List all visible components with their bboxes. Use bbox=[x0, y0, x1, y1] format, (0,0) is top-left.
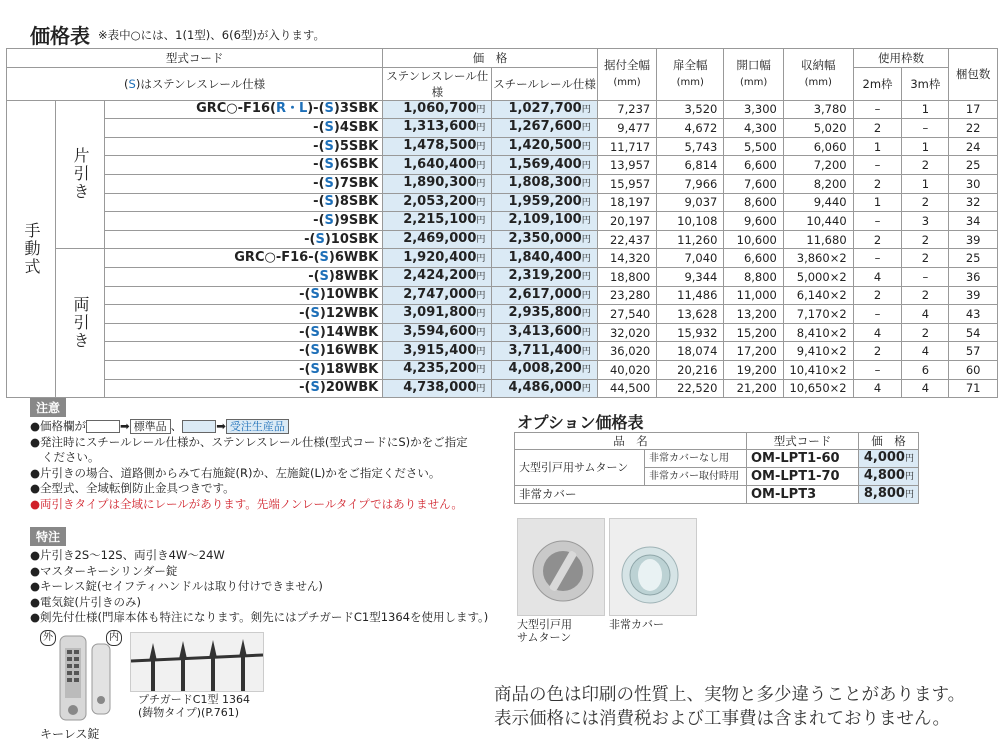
table-row bbox=[7, 379, 998, 398]
inside-marker: 内 bbox=[106, 630, 122, 646]
group-single: 片引き bbox=[56, 100, 105, 249]
width-cell: 6,814 bbox=[657, 156, 724, 175]
width-cell: 18,800 bbox=[597, 267, 656, 286]
table-row bbox=[7, 342, 998, 361]
price-stainless: 4,235,200円 bbox=[383, 360, 492, 379]
width-cell: 7,170×2 bbox=[783, 305, 853, 324]
table-row bbox=[7, 212, 998, 231]
width-cell: 8,600 bbox=[724, 193, 783, 212]
table-row bbox=[7, 305, 998, 324]
model-code: -(S)8WBK bbox=[105, 267, 383, 286]
price-steel: 1,808,300円 bbox=[492, 174, 597, 193]
frame-count: – bbox=[853, 212, 902, 231]
width-cell: 4,672 bbox=[657, 119, 724, 138]
width-cell: 17,200 bbox=[724, 342, 783, 361]
option-sub: 非常カバー取付時用 bbox=[645, 468, 747, 486]
frame-count: 3 bbox=[902, 212, 949, 231]
width-cell: 19,200 bbox=[724, 360, 783, 379]
model-code: -(S)5SBK bbox=[105, 137, 383, 156]
frame-count: 2 bbox=[853, 286, 902, 305]
package-count: 22 bbox=[949, 119, 998, 138]
frame-count: – bbox=[853, 360, 902, 379]
model-code: -(S)16WBK bbox=[105, 342, 383, 361]
width-cell: 5,500 bbox=[724, 137, 783, 156]
model-code: -(S)18WBK bbox=[105, 360, 383, 379]
width-cell: 21,200 bbox=[724, 379, 783, 398]
frame-2m-header: 2m枠 bbox=[853, 67, 902, 100]
width-cell: 3,520 bbox=[657, 100, 724, 119]
width-cell: 9,410×2 bbox=[783, 342, 853, 361]
width-cell: 14,320 bbox=[597, 249, 656, 268]
note-rail-spec: ●発注時にスチールレール仕様か、ステンレスレール仕様(型式コードにS)かをご指定 bbox=[30, 434, 468, 449]
spear-guard-image bbox=[130, 632, 264, 692]
width-cell: 15,932 bbox=[657, 323, 724, 342]
model-code: -(S)8SBK bbox=[105, 193, 383, 212]
thumbturn-caption-1: 大型引戸用 bbox=[517, 618, 572, 631]
note-rail-spec-cont: ください。 bbox=[42, 450, 100, 464]
table-row bbox=[7, 230, 998, 249]
option-price: 4,000円 bbox=[859, 450, 919, 468]
width-cell: 8,200 bbox=[783, 174, 853, 193]
width-cell: 15,957 bbox=[597, 174, 656, 193]
option-row bbox=[515, 486, 919, 504]
width-cell: 8,410×2 bbox=[783, 323, 853, 342]
keyless-caption: キーレス錠 bbox=[40, 727, 100, 741]
frame-count: 4 bbox=[902, 342, 949, 361]
table-row bbox=[7, 156, 998, 175]
width-cell: 7,966 bbox=[657, 174, 724, 193]
width-cell: 44,500 bbox=[597, 379, 656, 398]
frame-count: 2 bbox=[902, 230, 949, 249]
width-cell: 9,477 bbox=[597, 119, 656, 138]
price-stainless: 1,890,300円 bbox=[383, 174, 492, 193]
options-title: オプション価格表 bbox=[517, 413, 644, 432]
guard-caption-2: (鋳物タイプ)(P.761) bbox=[138, 706, 240, 719]
price-steel: 2,319,200円 bbox=[492, 267, 597, 286]
price-stainless: 2,053,200円 bbox=[383, 193, 492, 212]
width-cell: 4,300 bbox=[724, 119, 783, 138]
option-code: OM-LPT1-60 bbox=[747, 450, 859, 468]
frame-count: – bbox=[853, 100, 902, 119]
emergency-cover-image bbox=[609, 518, 697, 616]
width-cell: 11,680 bbox=[783, 230, 853, 249]
group-double: 両引き bbox=[56, 249, 105, 398]
disclaimer bbox=[494, 683, 965, 731]
width-cell: 11,260 bbox=[657, 230, 724, 249]
frame-count: 2 bbox=[902, 156, 949, 175]
frame-count: 2 bbox=[902, 193, 949, 212]
price-steel: 2,935,800円 bbox=[492, 305, 597, 324]
note-lock-side: ●片引きの場合、道路側からみて右施錠(R)か、左施錠(L)かをご指定ください。 bbox=[30, 465, 441, 480]
width-cell: 36,020 bbox=[597, 342, 656, 361]
code-header-2: (S)はステンレスレール仕様 bbox=[7, 67, 383, 100]
price-header: 価 格 bbox=[383, 49, 598, 68]
price-steel: 3,711,400円 bbox=[492, 342, 597, 361]
width-cell: 6,600 bbox=[724, 249, 783, 268]
package-count: 17 bbox=[949, 100, 998, 119]
width-cell: 40,020 bbox=[597, 360, 656, 379]
width-cell: 8,800 bbox=[724, 267, 783, 286]
width-cell: 27,540 bbox=[597, 305, 656, 324]
model-code: -(S)20WBK bbox=[105, 379, 383, 398]
price-steel: 1,959,200円 bbox=[492, 193, 597, 212]
width-cell: 10,108 bbox=[657, 212, 724, 231]
opt-name-header: 品 名 bbox=[515, 433, 747, 450]
note-price-legend: ●価格欄が ➡ 標準品 、 ➡ 受注生産品 bbox=[30, 419, 468, 435]
table-row bbox=[7, 174, 998, 193]
price-stainless: 4,738,000円 bbox=[383, 379, 492, 398]
special-block bbox=[30, 548, 488, 626]
frame-count: 2 bbox=[853, 230, 902, 249]
width-cell: 7,200 bbox=[783, 156, 853, 175]
width-cell: 11,717 bbox=[597, 137, 656, 156]
frame-count: 1 bbox=[902, 100, 949, 119]
frame-count: 2 bbox=[902, 286, 949, 305]
width-cell: 7,600 bbox=[724, 174, 783, 193]
price-steel: 4,486,000円 bbox=[492, 379, 597, 398]
frame-count-header: 使用枠数 bbox=[853, 49, 949, 68]
opt-code-header: 型式コード bbox=[747, 433, 859, 450]
table-row bbox=[7, 323, 998, 342]
width-cell: 13,957 bbox=[597, 156, 656, 175]
special-item: ●剣先付仕様(門扉本体も特注になります。剣先にはプチガードC1型1364を使用します。) bbox=[30, 610, 489, 624]
package-count: 39 bbox=[949, 286, 998, 305]
width-cell: 6,140×2 bbox=[783, 286, 853, 305]
width-cell: 9,600 bbox=[724, 212, 783, 231]
width-cell: 5,743 bbox=[657, 137, 724, 156]
model-code: -(S)10SBK bbox=[105, 230, 383, 249]
package-count: 54 bbox=[949, 323, 998, 342]
table-row bbox=[7, 286, 998, 305]
width-cell: 11,000 bbox=[724, 286, 783, 305]
price-steel: 2,350,000円 bbox=[492, 230, 597, 249]
price-steel: 1,840,400円 bbox=[492, 249, 597, 268]
price-steel: 2,109,100円 bbox=[492, 212, 597, 231]
width-cell: 5,000×2 bbox=[783, 267, 853, 286]
price-stainless: 1,060,700円 bbox=[383, 100, 492, 119]
frame-count: 4 bbox=[902, 379, 949, 398]
width-cell: 3,300 bbox=[724, 100, 783, 119]
option-code: OM-LPT1-70 bbox=[747, 468, 859, 486]
frame-3m-header: 3m枠 bbox=[902, 67, 949, 100]
frame-count: 2 bbox=[902, 323, 949, 342]
package-count: 34 bbox=[949, 212, 998, 231]
option-price: 8,800円 bbox=[859, 486, 919, 504]
option-code: OM-LPT3 bbox=[747, 486, 859, 504]
model-code: GRC○-F16-(S)6WBK bbox=[105, 249, 383, 268]
frame-count: 4 bbox=[853, 323, 902, 342]
option-row bbox=[515, 450, 919, 468]
frame-count: 2 bbox=[853, 342, 902, 361]
install-width-header: 据付全幅 (mm) bbox=[597, 49, 656, 101]
opening-width-header: 開口幅 (mm) bbox=[724, 49, 783, 101]
model-code: -(S)4SBK bbox=[105, 119, 383, 138]
model-code: -(S)7SBK bbox=[105, 174, 383, 193]
width-cell: 7,237 bbox=[597, 100, 656, 119]
package-count: 32 bbox=[949, 193, 998, 212]
package-count: 24 bbox=[949, 137, 998, 156]
width-cell: 22,520 bbox=[657, 379, 724, 398]
code-header-1: 型式コード bbox=[7, 49, 383, 68]
door-width-header: 扉全幅 (mm) bbox=[657, 49, 724, 101]
width-cell: 5,020 bbox=[783, 119, 853, 138]
opt-price-header: 価 格 bbox=[859, 433, 919, 450]
special-label: 特注 bbox=[30, 527, 66, 546]
frame-count: 4 bbox=[853, 267, 902, 286]
width-cell: 7,040 bbox=[657, 249, 724, 268]
option-name: 大型引戸用サムターン bbox=[515, 450, 645, 486]
model-code: -(S)9SBK bbox=[105, 212, 383, 231]
frame-count: 1 bbox=[853, 193, 902, 212]
package-count: 39 bbox=[949, 230, 998, 249]
width-cell: 6,060 bbox=[783, 137, 853, 156]
frame-count: 1 bbox=[902, 174, 949, 193]
price-table bbox=[6, 48, 998, 398]
options-table bbox=[514, 432, 919, 504]
table-row bbox=[7, 100, 998, 119]
price-stainless: 2,747,000円 bbox=[383, 286, 492, 305]
width-cell: 32,020 bbox=[597, 323, 656, 342]
order-box bbox=[182, 420, 216, 433]
width-cell: 10,650×2 bbox=[783, 379, 853, 398]
frame-count: – bbox=[853, 156, 902, 175]
page-title: 価格表 bbox=[30, 24, 90, 48]
note-double-rail: ●両引きタイプは全域にレールがあります。先端ノンレールタイプではありません。 bbox=[30, 496, 463, 511]
outside-marker: 外 bbox=[40, 630, 56, 646]
width-cell: 3,780 bbox=[783, 100, 853, 119]
price-stainless: 3,091,800円 bbox=[383, 305, 492, 324]
price-stainless: 2,424,200円 bbox=[383, 267, 492, 286]
frame-count: – bbox=[853, 249, 902, 268]
width-cell: 18,074 bbox=[657, 342, 724, 361]
price-steel: 2,617,000円 bbox=[492, 286, 597, 305]
cover-caption: 非常カバー bbox=[609, 618, 664, 631]
table-row bbox=[7, 193, 998, 212]
width-cell: 10,440 bbox=[783, 212, 853, 231]
frame-count: – bbox=[853, 305, 902, 324]
price-stainless: 2,215,100円 bbox=[383, 212, 492, 231]
package-count: 71 bbox=[949, 379, 998, 398]
price-steel: 1,569,400円 bbox=[492, 156, 597, 175]
option-name: 非常カバー bbox=[515, 486, 747, 504]
standard-box bbox=[86, 420, 120, 433]
price-stainless: 2,469,000円 bbox=[383, 230, 492, 249]
order-tag: 受注生産品 bbox=[226, 419, 289, 434]
table-row bbox=[7, 137, 998, 156]
package-count: 57 bbox=[949, 342, 998, 361]
guard-caption-1: プチガードC1型 1364 bbox=[138, 693, 250, 706]
stainless-header: ステンレスレール仕様 bbox=[383, 67, 492, 100]
price-steel: 1,027,700円 bbox=[492, 100, 597, 119]
notes-block bbox=[30, 419, 468, 512]
option-sub: 非常カバーなし用 bbox=[645, 450, 747, 468]
width-cell: 6,600 bbox=[724, 156, 783, 175]
notes-label: 注意 bbox=[30, 398, 66, 417]
special-item: ●片引き2S〜12S、両引き4W〜24W bbox=[30, 548, 225, 562]
disclaimer-line-1: 商品の色は印刷の性質上、実物と多少違うことがあります。 bbox=[494, 685, 966, 705]
note-anti-tip: ●全型式、全域転倒防止金具つきです。 bbox=[30, 481, 235, 495]
width-cell: 13,628 bbox=[657, 305, 724, 324]
option-price: 4,800円 bbox=[859, 468, 919, 486]
model-code: -(S)12WBK bbox=[105, 305, 383, 324]
title-note: ※表中○には、1(1型)、6(6型)が入ります。 bbox=[98, 28, 325, 42]
thumbturn-caption-2: サムターン bbox=[517, 631, 572, 644]
frame-count: 6 bbox=[902, 360, 949, 379]
frame-count: 4 bbox=[902, 305, 949, 324]
width-cell: 10,410×2 bbox=[783, 360, 853, 379]
model-code: GRC○-F16(R・L)-(S)3SBK bbox=[105, 100, 383, 119]
model-code: -(S)6SBK bbox=[105, 156, 383, 175]
group-manual: 手動式 bbox=[7, 100, 56, 398]
price-stainless: 1,313,600円 bbox=[383, 119, 492, 138]
frame-count: 2 bbox=[902, 249, 949, 268]
frame-count: – bbox=[902, 267, 949, 286]
price-steel: 1,267,600円 bbox=[492, 119, 597, 138]
width-cell: 18,197 bbox=[597, 193, 656, 212]
frame-count: – bbox=[902, 119, 949, 138]
model-code: -(S)14WBK bbox=[105, 323, 383, 342]
width-cell: 9,344 bbox=[657, 267, 724, 286]
storage-width-header: 収納幅 (mm) bbox=[783, 49, 853, 101]
package-count: 25 bbox=[949, 156, 998, 175]
table-row bbox=[7, 360, 998, 379]
thumbturn-image bbox=[517, 518, 605, 616]
table-row bbox=[7, 267, 998, 286]
special-item: ●電気錠(片引きのみ) bbox=[30, 594, 142, 609]
width-cell: 22,437 bbox=[597, 230, 656, 249]
width-cell: 9,440 bbox=[783, 193, 853, 212]
price-steel: 4,008,200円 bbox=[492, 360, 597, 379]
disclaimer-line-2: 表示価格には消費税および工事費は含まれておりません。 bbox=[494, 709, 951, 729]
package-count: 36 bbox=[949, 267, 998, 286]
width-cell: 11,486 bbox=[657, 286, 724, 305]
price-stainless: 3,594,600円 bbox=[383, 323, 492, 342]
price-stainless: 1,478,500円 bbox=[383, 137, 492, 156]
table-row bbox=[7, 249, 998, 268]
width-cell: 3,860×2 bbox=[783, 249, 853, 268]
width-cell: 20,197 bbox=[597, 212, 656, 231]
price-steel: 1,420,500円 bbox=[492, 137, 597, 156]
table-row bbox=[7, 119, 998, 138]
price-steel: 3,413,600円 bbox=[492, 323, 597, 342]
price-stainless: 3,915,400円 bbox=[383, 342, 492, 361]
price-stainless: 1,640,400円 bbox=[383, 156, 492, 175]
width-cell: 23,280 bbox=[597, 286, 656, 305]
frame-count: 2 bbox=[853, 174, 902, 193]
frame-count: 1 bbox=[853, 137, 902, 156]
package-count: 43 bbox=[949, 305, 998, 324]
width-cell: 20,216 bbox=[657, 360, 724, 379]
steel-header: スチールレール仕様 bbox=[492, 67, 597, 100]
packages-header: 梱包数 bbox=[949, 49, 998, 101]
frame-count: 2 bbox=[853, 119, 902, 138]
package-count: 30 bbox=[949, 174, 998, 193]
package-count: 60 bbox=[949, 360, 998, 379]
width-cell: 13,200 bbox=[724, 305, 783, 324]
width-cell: 15,200 bbox=[724, 323, 783, 342]
frame-count: 1 bbox=[902, 137, 949, 156]
width-cell: 10,600 bbox=[724, 230, 783, 249]
frame-count: 4 bbox=[853, 379, 902, 398]
model-code: -(S)10WBK bbox=[105, 286, 383, 305]
package-count: 25 bbox=[949, 249, 998, 268]
special-item: ●マスターキーシリンダー錠 bbox=[30, 563, 178, 578]
price-stainless: 1,920,400円 bbox=[383, 249, 492, 268]
special-item: ●キーレス錠(セイフティハンドルは取り付けできません) bbox=[30, 579, 323, 593]
standard-tag: 標準品 bbox=[130, 419, 171, 434]
width-cell: 9,037 bbox=[657, 193, 724, 212]
